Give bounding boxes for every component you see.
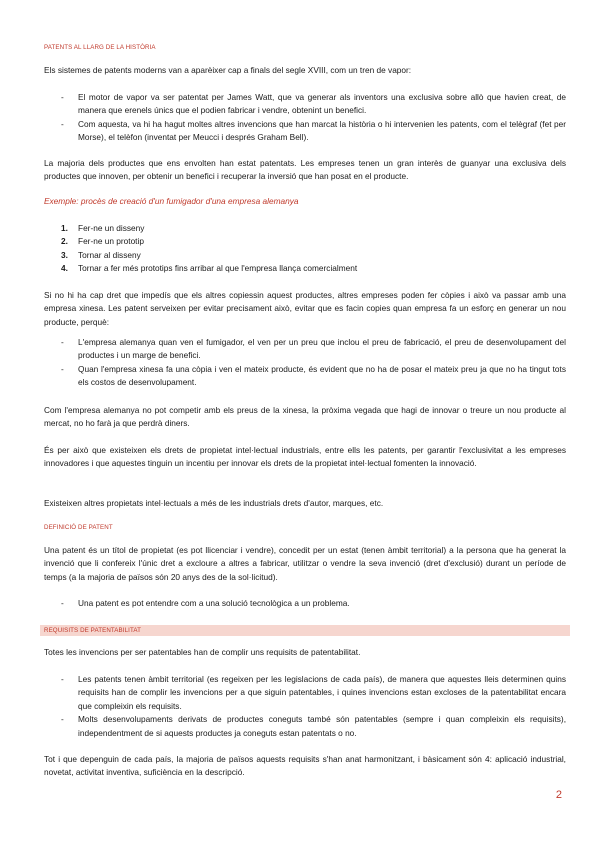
definition-list <box>44 597 566 610</box>
list-item: - L'empresa alemanya quan ven el fumigador, el ven per un preu que inclou el preu de fabricació, el preu de desenvolupament del productes i un marge de benefici. <box>61 337 566 361</box>
other-ip-paragraph: Existeixen altres propietats intel·lectuals a més de les industrials drets d'autor, marques, etc. <box>44 498 384 508</box>
page-number: 2 <box>555 789 562 801</box>
list-item: - El motor de vapor va ser patentat per James Watt, que va generar als inventors una exclusiva sobre allò que havien creat, de manera que erenels únics que el podien fabricar i vendre, obtenint un benefici. <box>61 92 566 116</box>
list-item: - Com aquesta, va hi ha hagut moltes altres invencions que han marcat la història o hi intervenien les patents, com el telègraf (fet per Morse), el telèfon (inventat per Meucci i després Graham Bell). <box>61 118 566 143</box>
copies-paragraph: Si no hi ha cap dret que impedís que els altres copiessin aquest productes, altres empreses poden fer còpies i això va passar amb una empresa xinesa. Les patent serveixen per evitar precisament això, evitar que es facin copies quan empresa fa un esforç en generar un nou producte, perquè: <box>44 290 566 327</box>
definition-paragraph: Una patent és un títol de propietat (es pot llicenciar i vendre), concedit per un estat (tenen àmbit territorial) a la persona que ha generat la invenció que li confereix l'únic dret a excloure a altres a fabricar, utilitzar o vendre la seva invenció (dret d'exclusió) durant un període de temps (a la majoria de països són 20 anys des de la sol·licitud). <box>44 545 566 582</box>
list-item: - Una patent es pot entendre com a una solució tecnològica a un problema. <box>61 598 350 608</box>
list-item: - Molts desenvolupaments derivats de productes coneguts també són patentables (sempre i quan compleixin els requisits), independentment de si aquests productes ja coneguts estan patentats o no. <box>61 714 566 738</box>
example-title: Exemple: procès de creació d'un fumigador d'una empresa alemanya <box>44 196 299 206</box>
list-item: - Quan l'empresa xinesa fa una còpia i ven el mateix producte, és evident que no ha de posar el mateix preu ja que no ha tingut tots els costos de desenvolupament. <box>61 363 566 388</box>
section-heading-definition: DEFINICIÓ DE PATENT <box>44 524 113 531</box>
list-item: 4. Tornar a fer més prototips fins arribar al que l'empresa llança comercialment <box>61 263 358 274</box>
pricing-list <box>44 336 566 390</box>
competition-paragraph: Com l'empresa alemanya no pot competir amb els preus de la xinesa, la pròxima vegada que hagi de innovar o treure un nou producte al mercat, no ho farà ja que perdrà diners. <box>44 405 566 429</box>
requirements-list <box>44 673 566 740</box>
intro-paragraph: Els sistemes de patents moderns van a aparèixer cap a finals del segle XVIII, com un tren de vapor: <box>44 65 412 75</box>
steam-engine-list <box>44 91 566 145</box>
section-heading-history: PATENTS AL LLARG DE LA HISTÒRIA <box>44 44 156 51</box>
ip-rights-paragraph: És per això que existeixen els drets de propietat intel·lectual industrials, entre ells les patents, per garantir l'exclusivitat a les empreses innovadores i que aquestes tinguin un incentiu per innovar els drets de la propietat intel·lectual fomenten la innovació. <box>44 445 566 469</box>
section-heading-requirements: REQUISITS DE PATENTABILITAT <box>40 625 570 636</box>
products-paragraph: La majoria dels productes que ens envolten han estat patentats. Les empreses tenen un gran interès de guanyar una exclusiva dels productes que innoven, per obtenir un benefici i recuperar la inversió que han posat en el producte. <box>44 158 566 182</box>
harmonization-paragraph: Tot i que depenguin de cada país, la majoria de països aquests requisits s'han anat harmonitzant, i bàsicament són 4: aplicació industrial, novetat, activitat inventiva, suficiència en la descripció. <box>44 754 566 778</box>
list-item: - Les patents tenen àmbit territorial (es regeixen per les legislacions de cada país), de manera que aquestes lleis determinen quins requisits han de complir les invencions per a que siguin patentables, i quines invencions estan excloses de la patentabilitat encara que compleixin els requisits. <box>61 674 566 711</box>
requirements-paragraph: Totes les invencions per ser patentables han de complir uns requisits de patentabilitat. <box>44 647 361 657</box>
list-item: 3. Tornar al disseny <box>61 249 141 260</box>
list-item: 1. Fer-ne un disseny <box>61 223 145 233</box>
list-item: 2. Fer-ne un prototip <box>61 236 144 247</box>
steps-list <box>44 222 566 276</box>
